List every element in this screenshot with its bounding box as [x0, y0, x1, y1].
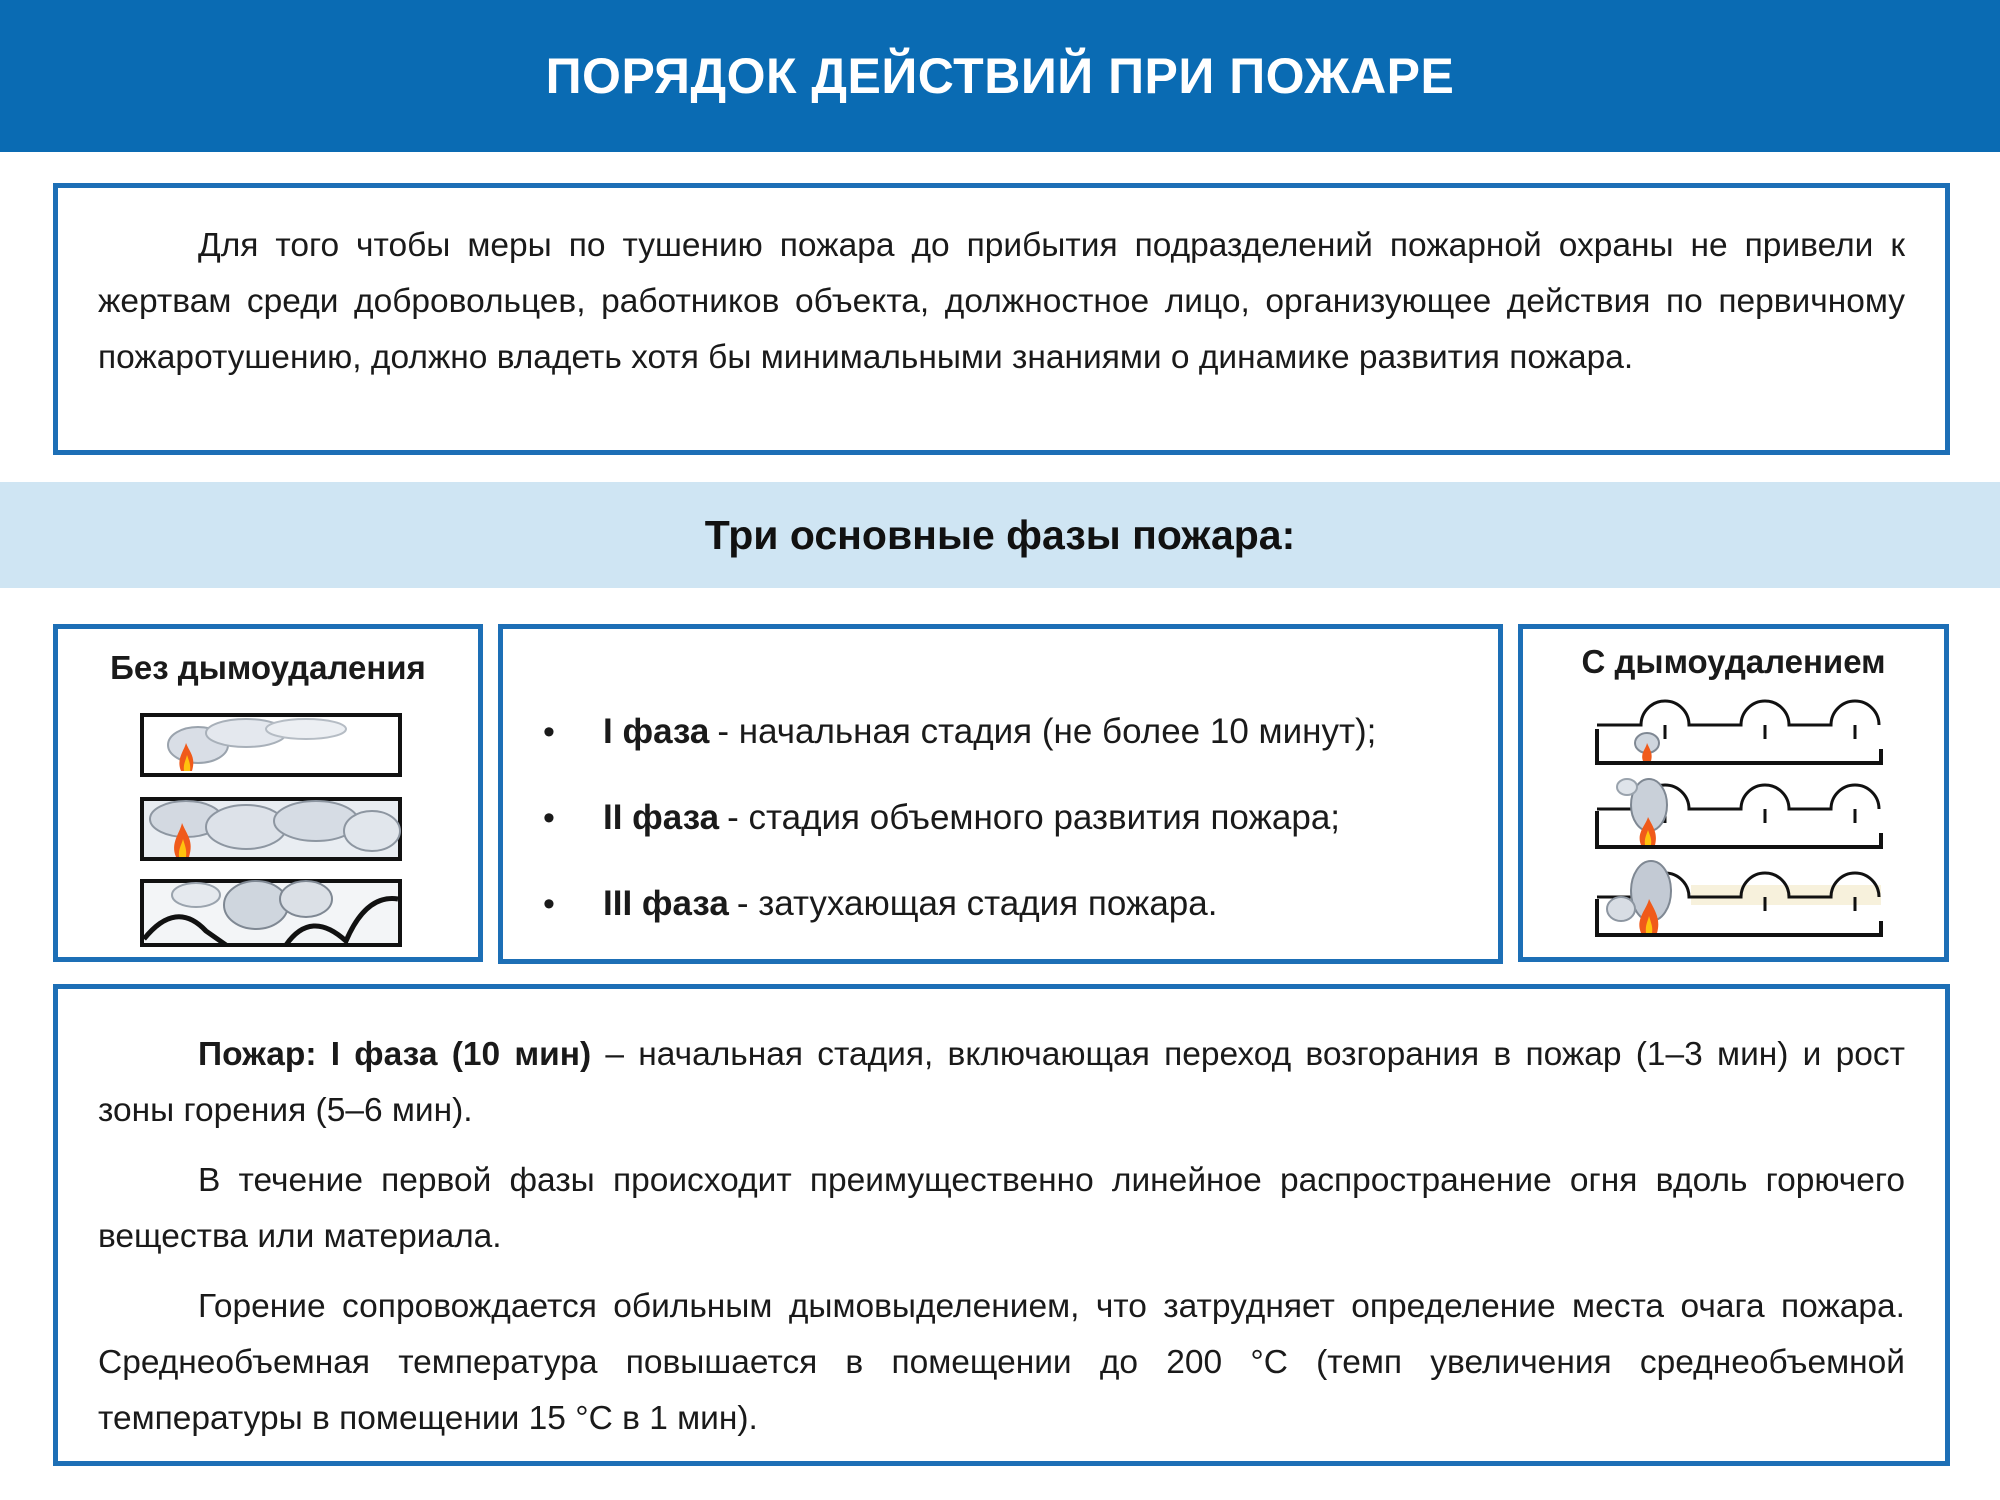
vented-room-phase-1-icon: [1597, 701, 1881, 763]
phases-panel: [498, 624, 1503, 964]
phase-item: [543, 689, 1478, 775]
details-paragraph-3: Горение сопровождается обильным дымовыделением, что затрудняет определение места очага пожара. Среднеобъемная температура повышается в помещении до 200 °С (темп увеличения среднеобъемной температуры в помещении 15 °С в 1 мин).: [98, 1288, 1905, 1437]
room-phase-3-icon: [142, 881, 400, 945]
intro-text: Для того чтобы меры по тушению пожара до прибытия подразделений пожарной охраны не привели к жертвам среди добровольцев, работников объекта, должностное лицо, организующее действия по первичному пожаротушению, должно владеть хотя бы минимальными знаниями о динамике развития пожара.: [98, 227, 1905, 376]
phase-item: [543, 775, 1478, 861]
details-paragraph-1: [98, 1027, 1905, 1139]
intro-box: [53, 183, 1950, 455]
vented-room-phase-2-icon: [1597, 779, 1881, 847]
bullet: •: [543, 884, 555, 923]
vented-room-phase-3-icon: [1597, 861, 1881, 935]
no-smoke-removal-title: Без дымоудаления: [110, 649, 426, 686]
smoke-removal-illustration: [1591, 695, 1891, 945]
room-phase-2-icon: [142, 799, 400, 859]
details-p1-text: – начальная стадия, включающая переход возгорания в пожар (1–3 мин) и рост зоны горения (5–6 мин).: [98, 1036, 1905, 1129]
phase-name: II фаза: [603, 798, 720, 837]
smoke-removal-title: С дымоудалением: [1581, 643, 1886, 680]
room-phase-1-icon: [142, 715, 400, 775]
phase-desc: - затухающая стадия пожара.: [736, 884, 1218, 923]
details-heading: Пожар: I фаза (10 мин): [198, 1036, 592, 1073]
bullet: •: [543, 798, 555, 837]
details-paragraph-2: В течение первой фазы происходит преимущественно линейное распространение огня вдоль горючего вещества или материала.: [98, 1162, 1905, 1255]
phases-list: [543, 689, 1478, 947]
no-smoke-removal-panel: [53, 624, 483, 962]
header-bar: [0, 0, 2000, 152]
bullet: •: [543, 712, 555, 751]
phase-desc: - стадия объемного развития пожара;: [727, 798, 1341, 837]
page-title: ПОРЯДОК ДЕЙСТВИЙ ПРИ ПОЖАРЕ: [545, 48, 1455, 104]
section-band: [0, 482, 2000, 588]
phase-desc: - начальная стадия (не более 10 минут);: [717, 712, 1377, 751]
phase-one-details-box: [53, 984, 1950, 1466]
smoke-removal-panel: [1518, 624, 1949, 962]
no-smoke-removal-illustration: [136, 709, 406, 949]
phase-name: I фаза: [603, 712, 710, 751]
phase-name: III фаза: [603, 884, 729, 923]
section-title: Три основные фазы пожара:: [704, 511, 1296, 558]
phase-item: [543, 861, 1478, 947]
